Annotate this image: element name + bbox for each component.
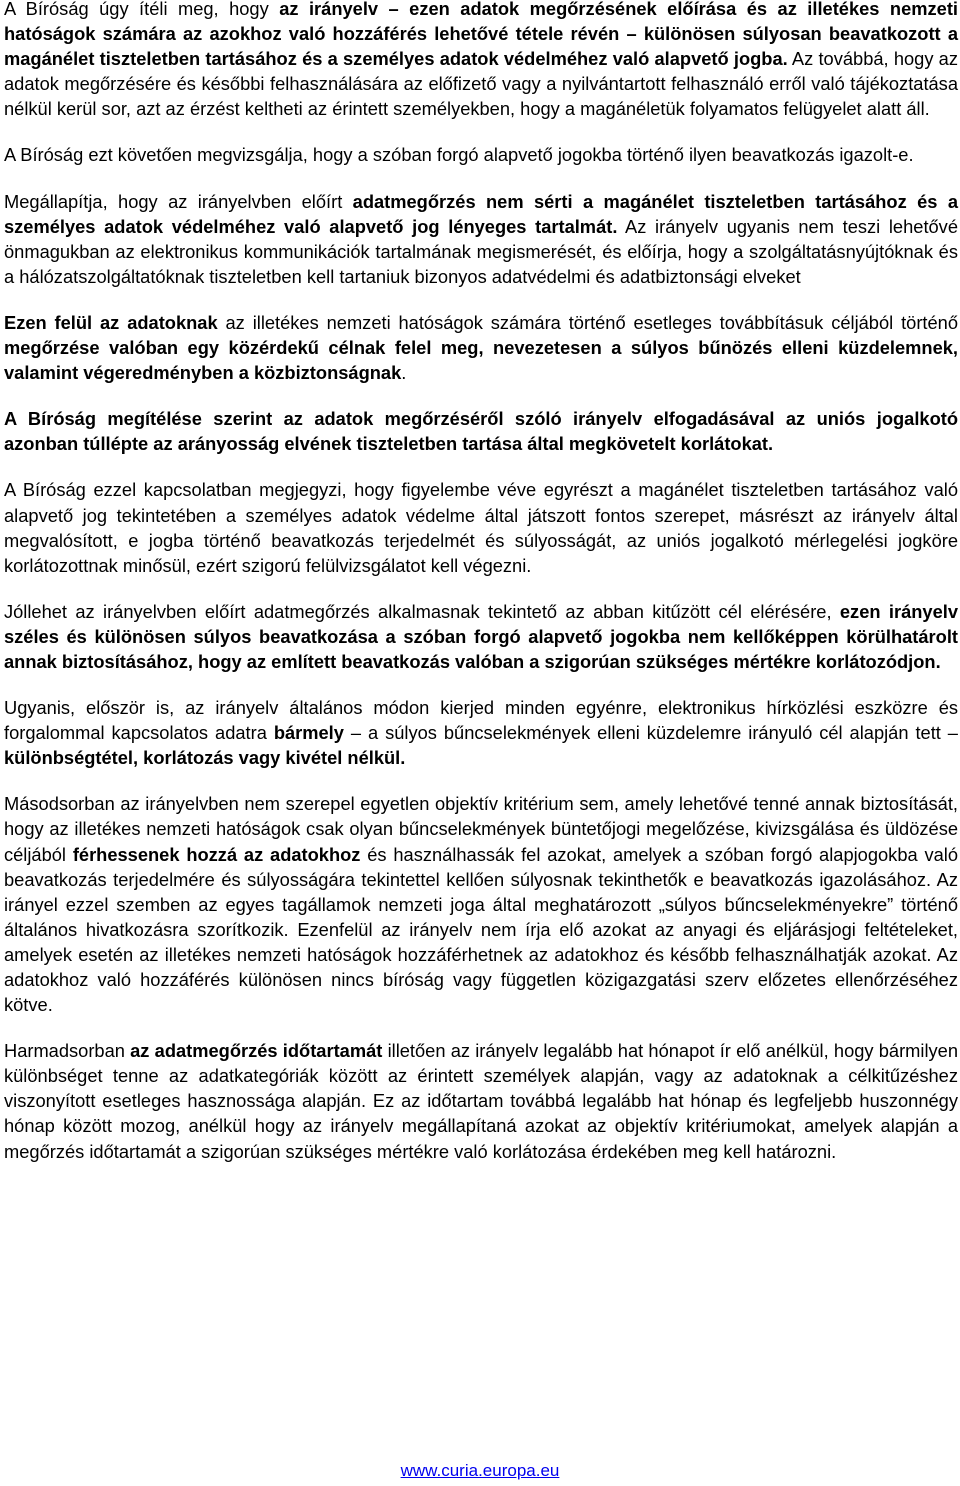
bold-segment: ezen irányelv széles és különösen súlyos beavatkozása a szóban forgó alapvető jogokba nem kellőképpen körülhatárolt annak biztosításához, hogy az említett beavatkozás valóban a szigorúan szükséges mértékre korlátozódjon. [4, 600, 958, 672]
text-segment: Az továbbá, hogy az adatok megőrzésére és későbbi felhasználására az előfizető vagy a nyilvántartott felhasználó erről való tájékoztatása nélkül kerül sor, azt az érzést keltheti az érintett személyekben, hogy a magánéletük folyamatos felügyelet alatt áll. [4, 48, 958, 120]
text-segment: . [401, 362, 407, 384]
text-segment: és használhassák fel azokat, amelyek a szóban forgó alapjogokba való beavatkozás terjedelmére és súlyosságára tekintettel kellően súlyosnak tekinthetők e beavatkozás igazolásához. Az irányel ezzel szemben az egyes tagállamok nemzeti joga által meghatározott „súlyos bűncselekményekre” történő általános hivatkozásra szorítkozik. Ezenfelül az irányelv nem írja elő azokat az anyagi és eljárásjogi feltételeket, amelyek esetén az illetékes nemzeti hatóságok hozzáférhetnek az adatokhoz és később felhasználhatják azokat. Az adatokhoz való hozzáférés különösen nincs bíróság vagy független közigazgatási szerv előzetes ellenőrzéséhez kötve. [4, 843, 959, 1016]
text-segment: A Bíróság ezt követően megvizsgálja, hogy a szóban forgó alapvető jogokba történő ilyen beavatkozás igazolt-e. [4, 144, 914, 166]
bold-segment: férhessenek hozzá az adatokhoz [72, 843, 361, 865]
text-segment: A Bíróság úgy ítéli meg, hogy [4, 0, 280, 19]
paragraph-7 [4, 599, 958, 674]
text-segment: – a súlyos bűncselekmények elleni küzdelemre irányuló cél alapján tett – [343, 722, 958, 744]
bold-segment: A Bíróság megítélése szerint az adatok megőrzéséről szóló irányelv elfogadásával az uniós jogalkotó azonban túllépte az arányosság elvének tiszteletben tartása által megkövetelt korlátokat. [4, 408, 958, 455]
text-segment: az illetékes nemzeti hatóságok számára történő esetleges továbbításuk céljából történő [217, 311, 958, 333]
text-segment: Megállapítja, hogy az irányelvben előírt [4, 190, 353, 212]
text-segment: illetően az irányelv legalább hat hónapot ír elő anélkül, hogy bármilyen különbséget tenne az adatkategóriák között az érintett személyek alapján, vagy az adatoknak a célkitűzéshez viszonyított esetleges hasznossága alapján. Ez az időtartam továbbá legalább hat hónap és legfeljebb huszonnégy hónap között mozog, anélkül hogy az irányelv megállapítaná azokat az objektív kritériumokat, amelyek alapján a megőrzés időtartamát a szigorúan szükséges mértékre való korlátozása érdekében meg kell határozni. [4, 1040, 958, 1162]
text-segment: Ugyanis, először is, az irányelv általános módon kierjed minden egyénre, elektronikus hírközlési eszközre és forgalommal kapcsolatos adatra [4, 697, 958, 744]
text-segment: Az irányelv ugyanis nem teszi lehetővé önmagukban az elektronikus kommunikációk tartalmának megismerését, és előírja, hogy a szolgáltatásnyújtóknak és a hálózatszolgáltatóknak tiszteletben kell tartaniuk bizonyos adatvédelmi és adatbiztonsági elveket [4, 215, 958, 287]
paragraph-4 [4, 310, 958, 385]
bold-segment: különbségtétel, korlátozás vagy kivétel nélkül. [4, 747, 406, 769]
bold-segment: bármely [273, 722, 344, 744]
curia-website-link[interactable]: www.curia.europa.eu [400, 1461, 560, 1480]
text-segment: Másodsorban az irányelvben nem szerepel egyetlen objektív kritérium sem, amely lehetővé tenné annak biztosítását, hogy az illetékes nemzeti hatóságok csak olyan bűncselekmények büntetőjogi megelőzése, kivizsgálása és üldözése céljából [4, 793, 958, 865]
bold-segment: megőrzése valóban egy közérdekű célnak felel meg, nevezetesen a súlyos bűnözés elleni küzdelemnek, valamint végeredményben a közbiztonságnak [4, 337, 958, 384]
paragraph-6 [4, 477, 958, 577]
paragraph-5 [4, 406, 958, 456]
text-segment: Harmadsorban [4, 1040, 131, 1062]
bold-segment: az adatmegőrzés időtartamát [130, 1040, 383, 1062]
paragraph-8 [4, 695, 958, 770]
paragraph-2 [4, 142, 958, 167]
paragraph-9 [4, 791, 958, 1017]
text-segment: A Bíróság ezzel kapcsolatban megjegyzi, hogy figyelembe véve egyrészt a magánélet tiszteletben tartásához való alapvető jog tekintetében a személyes adatok védelme által játszott fontos szerepet, másrészt az irányelv által megvalósított, e jogba történő beavatkozás terjedelmét és súlyosságát, az uniós jogalkotó mérlegelési jogköre korlátozottnak minősül, ezért szigorú felülvizsgálatot kell végezni. [4, 479, 958, 576]
paragraph-1 [4, 0, 958, 121]
paragraph-3 [4, 189, 958, 289]
paragraph-10 [4, 1038, 958, 1163]
bold-segment: az irányelv – ezen adatok megőrzésének előírása és az illetékes nemzeti hatóságok számára az azokhoz való hozzáférés lehetővé tétele révén – különösen súlyosan beavatkozott a magánélet tiszteletben tartásához és a személyes adatok védelméhez való alapvető jogba. [4, 0, 958, 70]
page-footer [0, 1460, 960, 1482]
document-body [4, 0, 958, 1185]
bold-segment: Ezen felül az adatoknak [4, 311, 218, 333]
text-segment: Jóllehet az irányelvben előírt adatmegőrzés alkalmasnak tekintető az abban kitűzött cél elérésére, [4, 600, 840, 622]
bold-segment: adatmegőrzés nem sérti a magánélet tiszteletben tartásához és a személyes adatok védelméhez való alapvető jog lényeges tartalmát. [4, 190, 958, 237]
